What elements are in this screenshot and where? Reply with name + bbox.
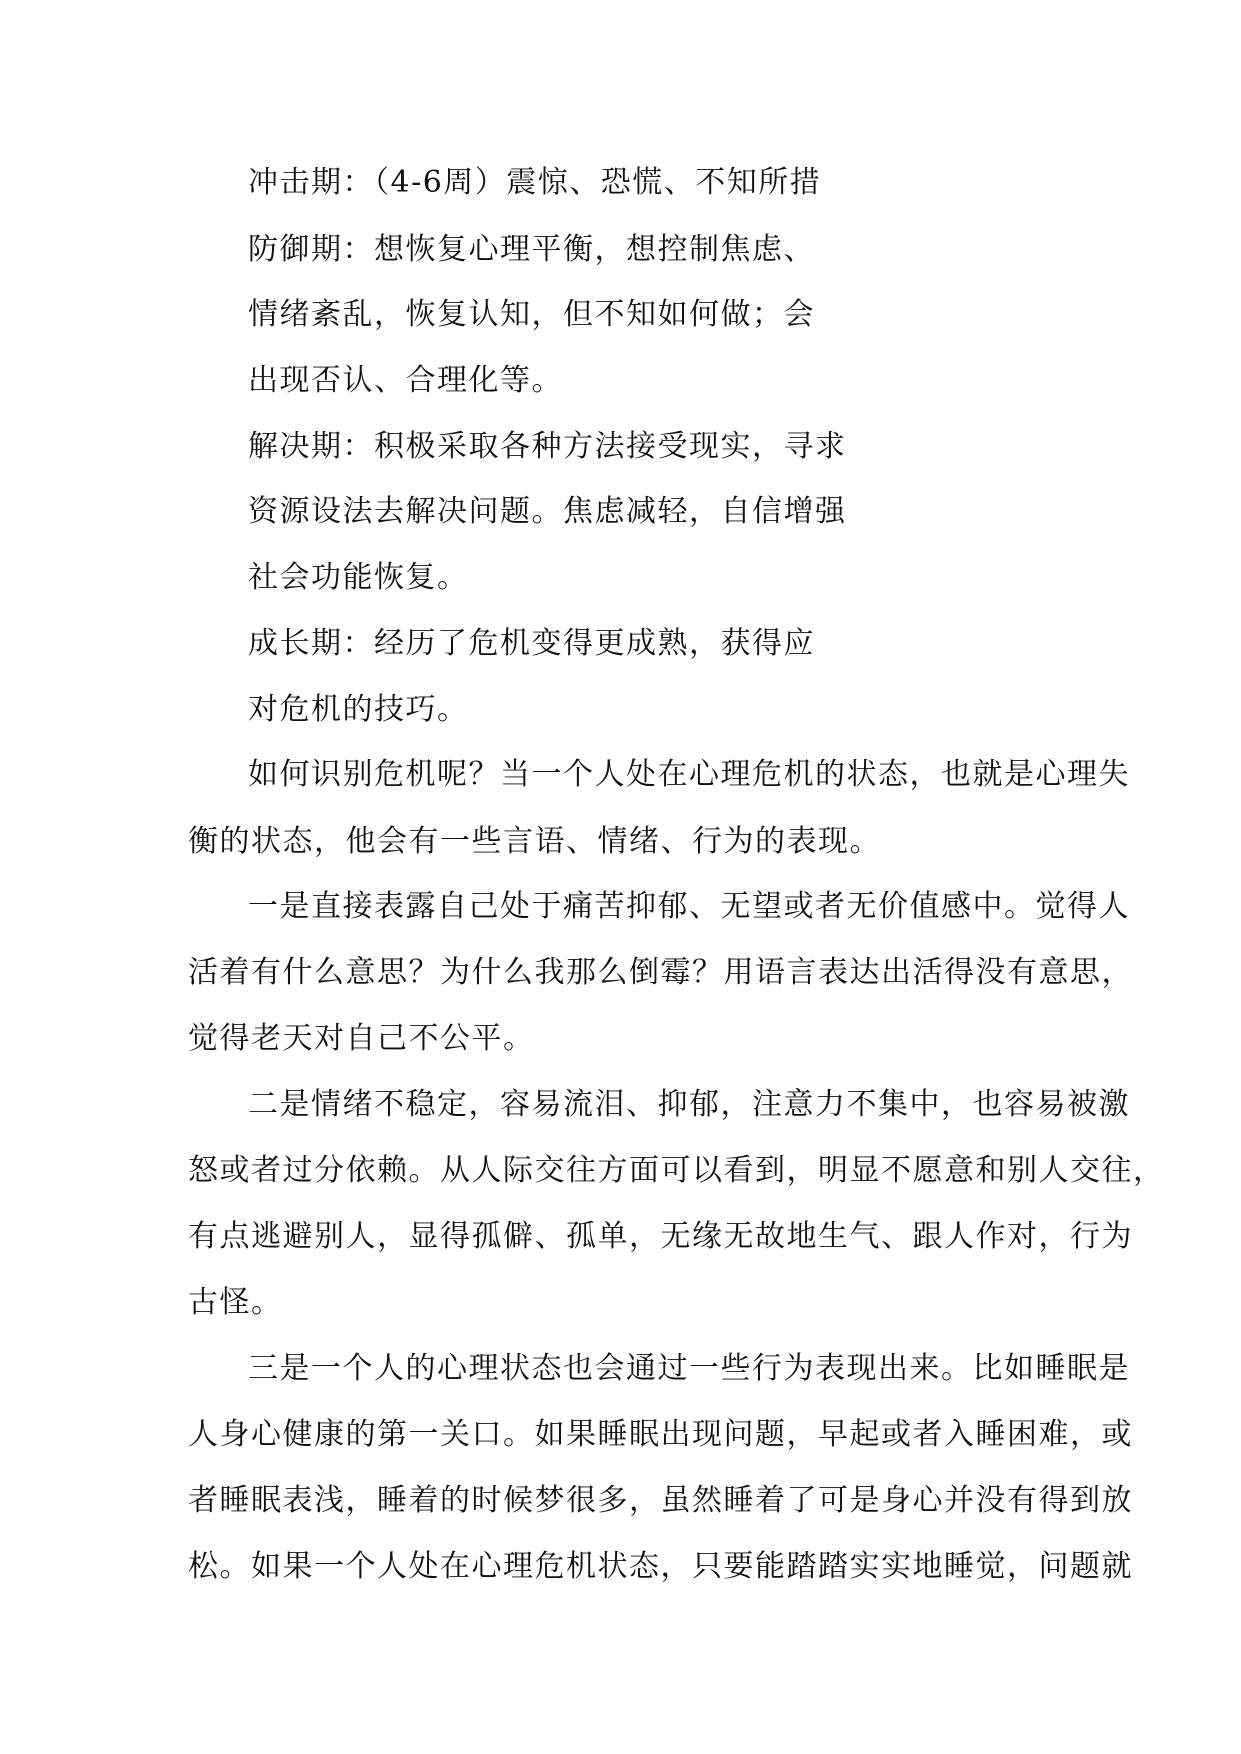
paragraph-one-line-3: 觉得老天对自己不公平。 [188, 1021, 535, 1056]
paragraph-two-line-2: 怒或者过分依赖。从人际交往方面可以看到，明显不愿意和别人交往， [188, 1153, 1165, 1188]
text-line-chongji: 冲击期：（4-6周）震惊、恐慌、不知所措 [248, 165, 822, 200]
paragraph-identify-line-1: 如何识别危机呢？当一个人处在心理危机的状态，也就是心理失 [248, 757, 1130, 792]
paragraph-two-line-3: 有点逃避别人，显得孤僻、孤单，无缘无故地生气、跟人作对，行为 [188, 1219, 1133, 1254]
text-line-chengzhang: 成长期：经历了危机变得更成熟，获得应 [248, 626, 815, 661]
paragraph-one-line-1: 一是直接表露自己处于痛苦抑郁、无望或者无价值感中。觉得人 [248, 889, 1130, 924]
text-line-ziyuan: 资源设法去解决问题。焦虑减轻，自信增强 [248, 494, 847, 529]
text-line-jiejue: 解决期：积极采取各种方法接受现实，寻求 [248, 429, 847, 464]
paragraph-three-line-2: 人身心健康的第一关口。如果睡眠出现问题，早起或者入睡困难，或 [188, 1417, 1133, 1452]
text-line-jiqiao: 对危机的技巧。 [248, 692, 469, 727]
text-line-fouren: 出现否认、合理化等。 [248, 363, 563, 398]
paragraph-two-line-4: 古怪。 [188, 1285, 283, 1320]
paragraph-three-line-3: 者睡眠表浅，睡着的时候梦很多，虽然睡着了可是身心并没有得到放 [188, 1483, 1133, 1518]
text-line-shehui: 社会功能恢复。 [248, 560, 469, 595]
paragraph-identify-line-2: 衡的状态，他会有一些言语、情绪、行为的表现。 [188, 824, 881, 859]
paragraph-three-line-4: 松。如果一个人处在心理危机状态，只要能踏踏实实地睡觉，问题就 [188, 1549, 1133, 1584]
text-line-qingxu: 情绪紊乱，恢复认知，但不知如何做；会 [248, 297, 815, 332]
paragraph-one-line-2: 活着有什么意思？为什么我那么倒霉？用语言表达出活得没有意思， [188, 955, 1133, 990]
text-line-fangyu: 防御期：想恢复心理平衡，想控制焦虑、 [248, 232, 815, 267]
paragraph-three-line-1: 三是一个人的心理状态也会通过一些行为表现出来。比如睡眠是 [248, 1351, 1130, 1386]
paragraph-two-line-1: 二是情绪不稳定，容易流泪、抑郁，注意力不集中，也容易被激 [248, 1087, 1130, 1122]
